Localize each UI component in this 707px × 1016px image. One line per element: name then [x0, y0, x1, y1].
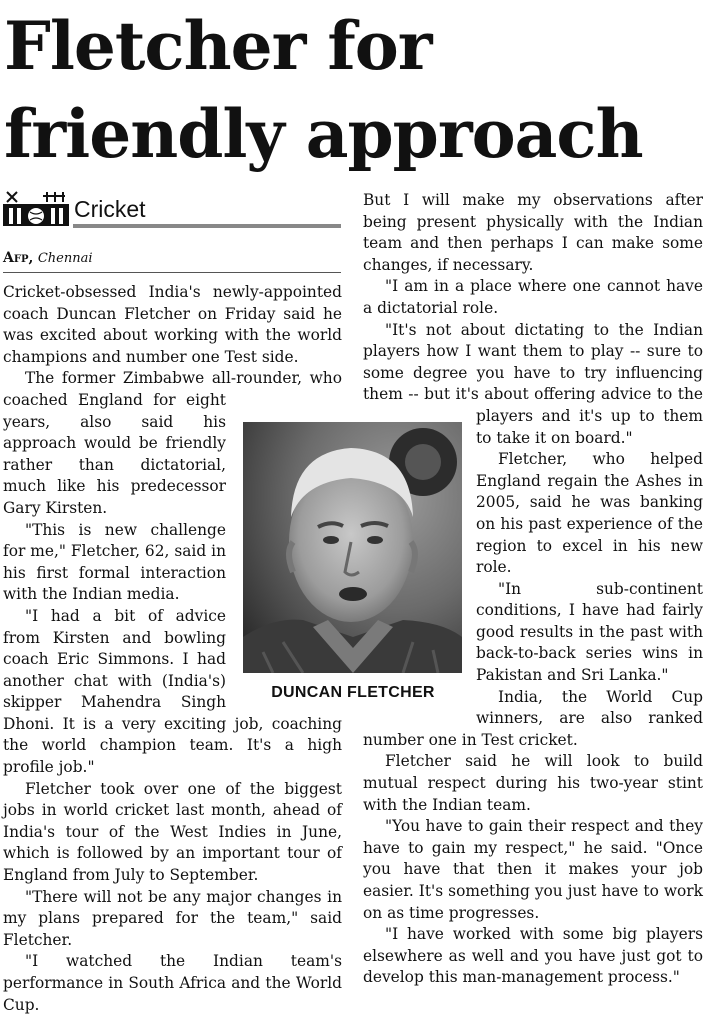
byline-city: Chennai: [37, 251, 93, 266]
section-rule: [73, 224, 341, 228]
paragraph: "I watched the Indian team's performance in South Africa and the World Cup.: [3, 952, 342, 1014]
section-label: Cricket: [74, 196, 146, 222]
paragraph: Cricket-obsessed India's newly-appointed coach Duncan Fletcher on Friday said he was excited about working with the world champions and number one Test side.: [3, 283, 342, 366]
paragraph: "There will not be any major changes in my plans prepared for the team," said Fletcher.: [3, 887, 342, 949]
paragraph: "I had a bit of advice from Kirsten and bowling coach Eric Simmons. I had another chat with (India's) skipper Mahendra Singh Dhoni. It is a very exciting job, coaching the world champion team. It's a high profile job.": [3, 606, 342, 777]
paragraph: "This is new challenge for me," Fletcher, 62, said in his first formal interaction with the Indian media.: [3, 520, 226, 604]
paragraph: "I am in a place where one cannot have a dictatorial role.: [363, 277, 703, 317]
paragraph: "I have worked with some big players elsewhere as well and you have just got to develop this man-management process.": [363, 925, 703, 987]
section-header: [3, 186, 341, 230]
byline-rule: [3, 272, 341, 273]
paragraph: "You have to gain their respect and they have to gain my respect," he said. "Once you have that then it makes your job easier. It's something you just have to work on as time progresses.: [363, 817, 703, 922]
cricket-logo-icon: [3, 190, 69, 226]
photo-caption: DUNCAN FLETCHER: [271, 684, 435, 701]
portrait-photo: [243, 422, 462, 673]
paragraph: But I will make my observations after being present physically with the Indian team and then perhaps I can make some changes, if necessary.: [363, 191, 703, 274]
paragraph: "It's not about dictating to the Indian players how I want them to play -- sure to some degree you have to try influencing them -- but it's about offering advice to the players and it's up to them to take it on board.": [363, 320, 703, 447]
paragraph: Fletcher took over one of the biggest jobs in world cricket last month, ahead of India's tour of the West Indies in June, which is followed by an important tour of England from July to September.: [3, 779, 342, 885]
paragraph: Fletcher, who helped England regain the Ashes in 2005, said he was banking on his past experience of the region to excel in his new role.: [476, 450, 703, 577]
paragraph: Fletcher said he will look to build mutual respect during his two-year stint with the Indian team.: [363, 752, 703, 814]
headline: Fletcher for friendly approach: [4, 7, 643, 173]
paragraph: India, the World Cup winners, are also ranked number one in Test cricket.: [363, 687, 703, 749]
byline-agency: Afp,: [3, 250, 34, 266]
paragraph: The former Zimbabwe all-rounder, who coached England for eight years, also said his approach would be friendly rather than dictatorial, much like his predecessor Gary Kirsten.: [3, 369, 342, 517]
paragraph: "In sub-continent conditions, I have had fairly good results in the past with back-to-back series wins in Pakistan and Sri Lanka.": [476, 579, 703, 685]
byline: [3, 248, 341, 269]
portrait-image: [243, 422, 462, 673]
